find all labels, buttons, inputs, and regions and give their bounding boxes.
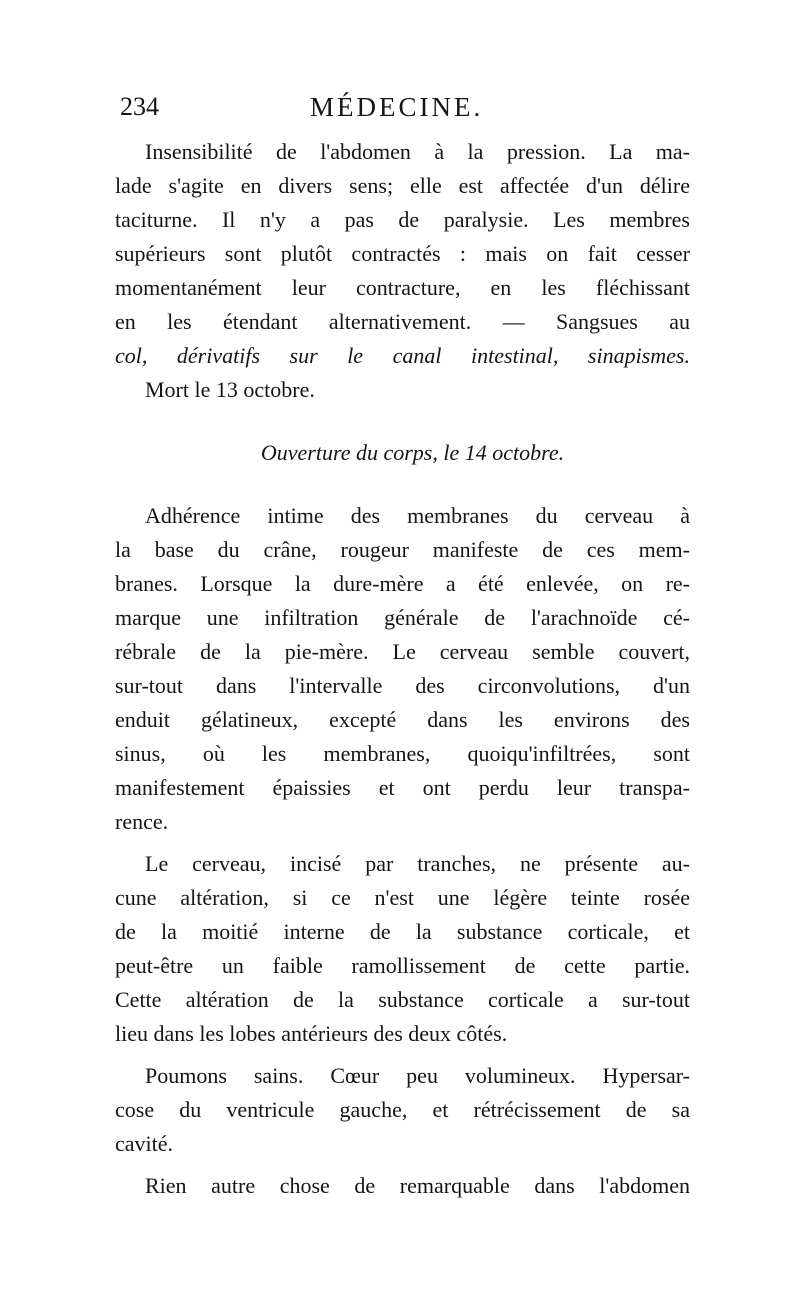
text-line: branes. Lorsque la dure-mère a été enlevée, on re- — [115, 571, 690, 596]
text-line: supérieurs sont plutôt contractés : mais on fait cesser — [115, 241, 690, 266]
text-line: cavité. — [115, 1131, 174, 1156]
text-line: peut-être un faible ramollissement de cette partie. — [115, 953, 690, 978]
text-line: Mort le 13 octobre. — [145, 377, 315, 402]
text-line: lade s'agite en divers sens; elle est affectée d'un délire — [115, 173, 690, 198]
text-line: en les étendant alternativement. — Sangsues au — [115, 309, 690, 334]
text-line: cune altération, si ce n'est une légère teinte rosée — [115, 885, 690, 910]
text-line: momentanément leur contracture, en les fléchissant — [115, 275, 690, 300]
spacer — [115, 839, 690, 847]
section-heading: Ouverture du corps, le 14 octobre. — [260, 440, 565, 465]
text-line: cose du ventricule gauche, et rétrécissement de sa — [115, 1097, 690, 1122]
text-line: marque une infiltration générale de l'arachnoïde cé- — [115, 605, 690, 630]
text-line: Adhérence intime des membranes du cerveau à — [145, 503, 690, 528]
text-line: la base du crâne, rougeur manifeste de ces mem- — [115, 537, 690, 562]
text-line: rence. — [115, 809, 169, 834]
text-line: Rien autre chose de remarquable dans l'abdomen — [145, 1173, 690, 1198]
body-text — [115, 135, 690, 1203]
text-line: col, dérivatifs sur le canal intestinal, sinapismes. — [115, 343, 690, 368]
text-line: manifestement épaissies et ont perdu leur transpa- — [115, 775, 690, 800]
text-line: Cette altération de la substance corticale a sur-tout — [115, 987, 690, 1012]
text-line: sinus, où les membranes, quoiqu'infiltrées, sont — [115, 741, 690, 766]
text-line: enduit gélatineux, excepté dans les environs des — [115, 707, 690, 732]
page-header — [120, 90, 680, 130]
text-line: Poumons sains. Cœur peu volumineux. Hypersar- — [145, 1063, 690, 1088]
text-line: sur-tout dans l'intervalle des circonvolutions, d'un — [115, 673, 690, 698]
text-line: Le cerveau, incisé par tranches, ne présente au- — [145, 851, 690, 876]
spacer — [115, 1161, 690, 1169]
text-line: lieu dans les lobes antérieurs des deux côtés. — [115, 1021, 508, 1046]
text-line: Insensibilité de l'abdomen à la pression. La ma- — [145, 139, 690, 164]
page-number: 234 — [120, 92, 159, 121]
text-line: rébrale de la pie-mère. Le cerveau semble couvert, — [115, 639, 690, 664]
text-line: de la moitié interne de la substance corticale, et — [115, 919, 690, 944]
spacer — [115, 1051, 690, 1059]
spacer — [115, 481, 690, 499]
text-line: taciturne. Il n'y a pas de paralysie. Les membres — [115, 207, 690, 232]
spacer — [115, 407, 690, 425]
running-head: MÉDECINE. — [310, 92, 484, 122]
